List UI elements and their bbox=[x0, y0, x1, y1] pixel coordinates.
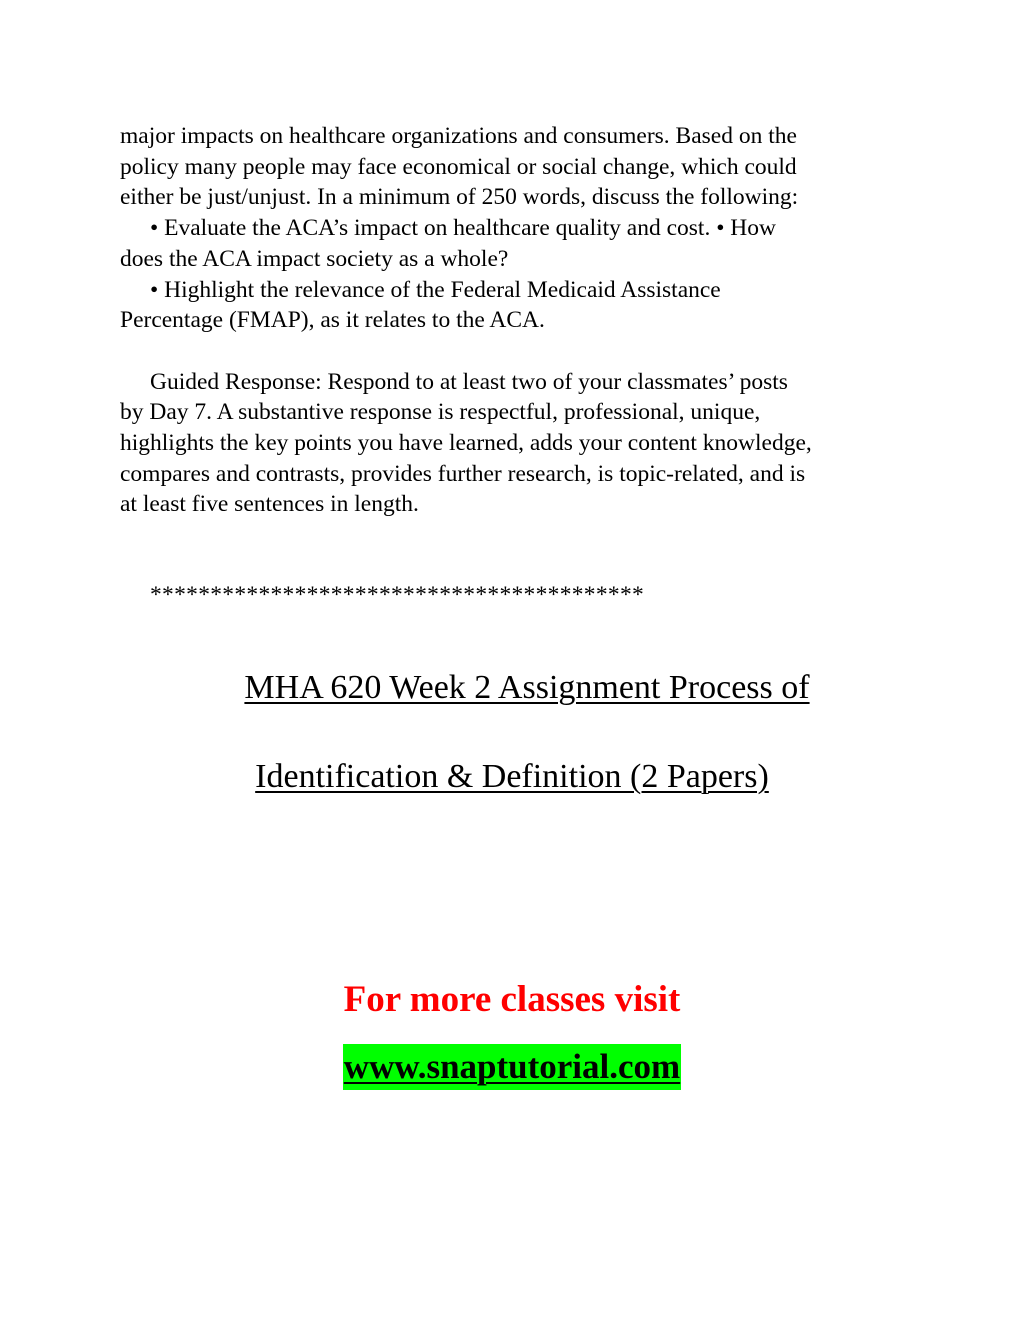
body-line-5: does the ACA impact society as a whole? bbox=[120, 245, 509, 272]
website-link-container bbox=[0, 1044, 1024, 1090]
body-line-3: either be just/unjust. In a minimum of 250 words, discuss the following: bbox=[120, 184, 799, 211]
guided-response-line-3: highlights the key points you have learned, adds your content knowledge, bbox=[120, 430, 812, 457]
body-line-1: major impacts on healthcare organizations and consumers. Based on the bbox=[120, 123, 797, 149]
guided-response-line-4: compares and contrasts, provides further research, is topic-related, and is bbox=[120, 460, 806, 487]
body-line-7: Percentage (FMAP), as it relates to the ACA. bbox=[120, 307, 545, 334]
assignment-title-text-2: Identification & Definition (2 Papers) bbox=[255, 758, 769, 795]
bullet-evaluate-aca: • Evaluate the ACA’s impact on healthcare quality and cost. • How bbox=[150, 215, 776, 242]
guided-response-line-5: at least five sentences in length. bbox=[120, 491, 419, 518]
bullet-fmap: • Highlight the relevance of the Federal Medicaid Assistance bbox=[150, 276, 721, 303]
body-line-2: policy many people may face economical or social change, which could bbox=[120, 153, 797, 180]
assignment-title-line-1 bbox=[15, 667, 1024, 709]
assignment-description bbox=[120, 121, 920, 520]
paragraph-gap bbox=[120, 336, 920, 367]
more-classes-heading: For more classes visit bbox=[343, 979, 681, 1020]
guided-response-line-2: by Day 7. A substantive response is respectful, professional, unique, bbox=[120, 399, 761, 426]
snaptutorial-link[interactable]: www.snaptutorial.com bbox=[343, 1044, 681, 1090]
guided-response-line-1: Guided Response: Respond to at least two of your classmates’ posts bbox=[150, 368, 788, 395]
assignment-title-line-2 bbox=[0, 756, 1024, 798]
asterisk-separator: ***************************************** bbox=[150, 582, 645, 608]
assignment-title-text-1: MHA 620 Week 2 Assignment Process of bbox=[244, 669, 810, 706]
